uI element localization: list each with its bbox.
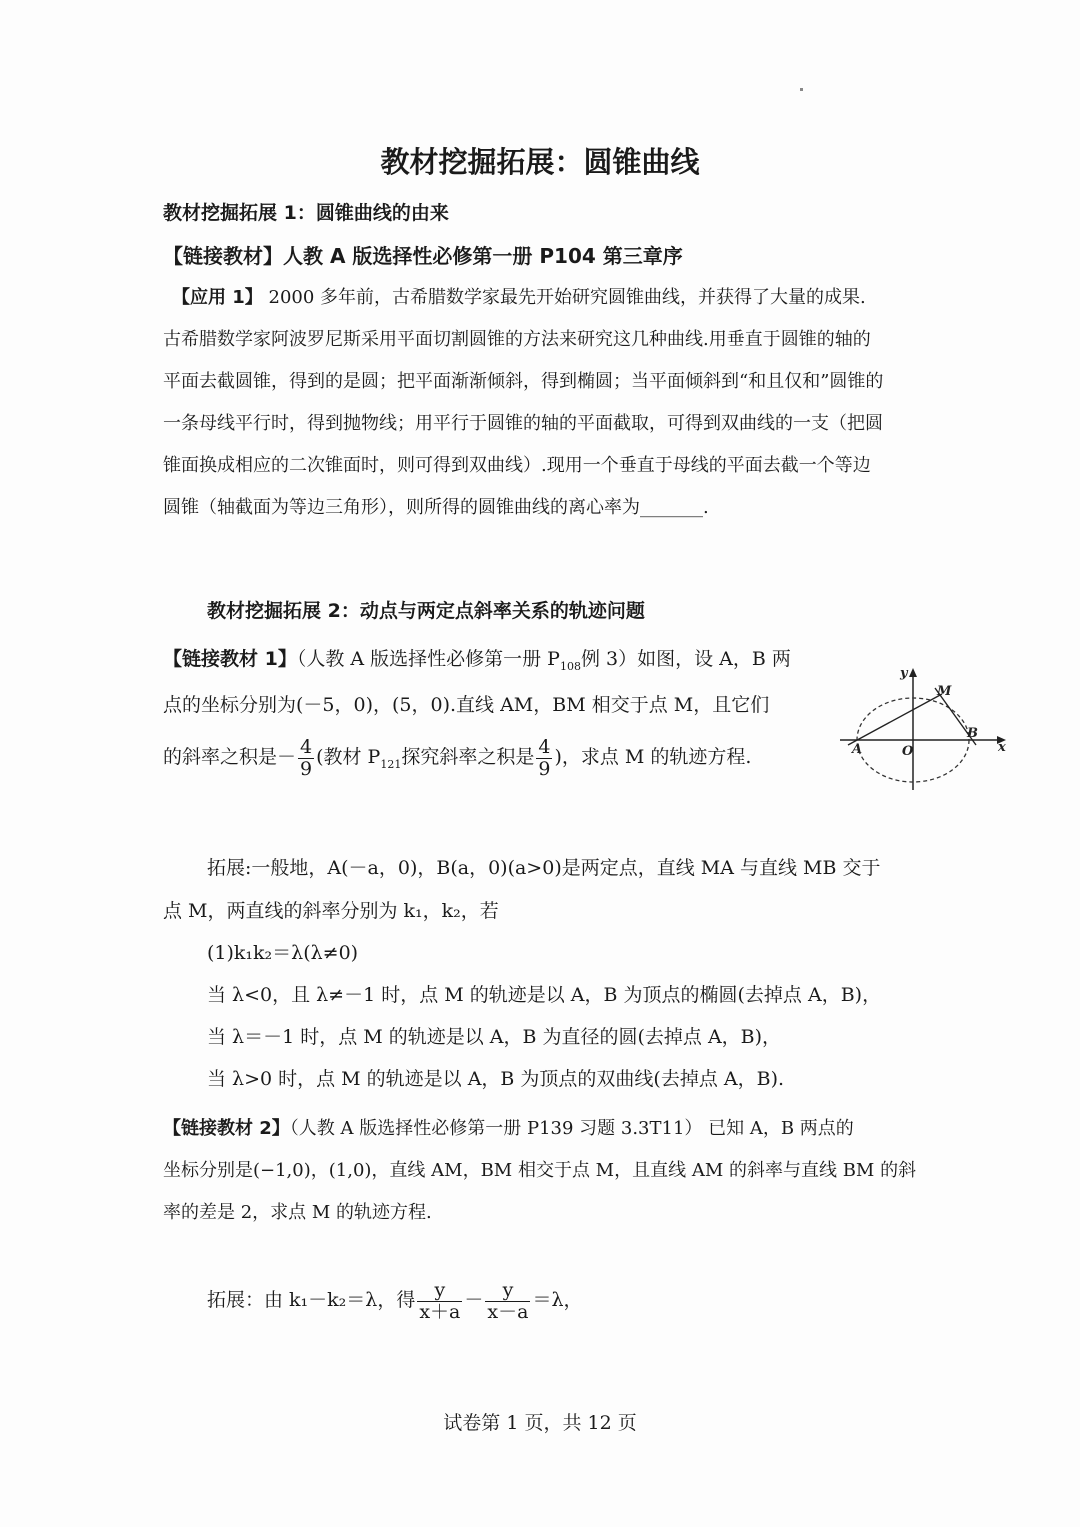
frac-num: 4 [538,735,551,758]
extension-line-1: 拓展:一般地，A(－a，0)，B(a，0)(a>0)是两定点，直线 MA 与直线 MB 交于 [207,857,881,879]
extension-line-5: 当 λ＝－1 时，点 M 的轨迹是以 A，B 为直径的圆(去掉点 A，B)， [207,1026,782,1048]
link1-text-3c: 探究斜率之积是 [401,746,535,768]
label-x: x [998,740,1006,755]
extension-2-text-b: ＝λ， [532,1289,583,1311]
frac-num: 4 [300,735,313,758]
link1-text-3a: 的斜率之积是－ [163,746,297,768]
extension-2-minus: － [464,1289,484,1311]
link2-line-3: 率的差是 2，求点 M 的轨迹方程. [163,1202,432,1223]
frac-num: y [417,1280,462,1302]
link1-line-2: 点的坐标分别为(－5，0)，(5，0).直线 AM，BM 相交于点 M，且它们 [163,694,770,716]
label-a: A [852,742,863,757]
fraction-4-9-b [536,737,552,780]
y-axis-arrow [909,668,917,677]
section1-heading: 教材挖掘拓展 1：圆锥曲线的由来 [163,202,449,224]
extension-line-3: (1)k₁k₂＝λ(λ≠0) [207,942,359,964]
line-am [848,694,942,745]
frac-den: 9 [538,757,551,780]
link1-text-1: （人教 A 版选择性必修第一册 P [296,648,560,670]
link1-text-1b: 例 3）如图，设 A，B 两 [580,648,791,670]
link2-line-1 [163,1108,854,1150]
extension-2-text-a: 拓展：由 k₁－k₂＝λ，得 [207,1289,416,1311]
application-1-line-3: 平面去截圆锥，得到的是圆；把平面渐渐倾斜，得到椭圆；当平面倾斜到“和且仅和”圆锥的 [163,371,884,392]
extension-line-4: 当 λ<0，且 λ≠－1 时，点 M 的轨迹是以 A，B 为顶点的椭圆(去掉点 A，B)， [207,984,882,1006]
link2-text-1: （人教 A 版选择性必修第一册 P139 习题 3.3T11） 已知 A，B 两点的 [289,1118,854,1139]
link1-text-3b: (教材 P [316,746,381,768]
section2-heading: 教材挖掘拓展 2：动点与两定点斜率关系的轨迹问题 [207,600,645,622]
application-1-line-4: 一条母线平行时，得到抛物线；用平行于圆锥的轴的平面截取，可得到双曲线的一支（把圆 [163,413,883,434]
label-y: y [900,666,908,681]
link1-sub-2: 121 [380,757,402,771]
frac-den: x＋a [419,1300,461,1323]
fraction-y-over-x-minus-a [485,1280,530,1323]
label-o: O [902,744,914,759]
application-1-line-1 [172,277,866,319]
application-1-text-1: 2000 多年前，古希腊数学家最先开始研究圆锥曲线，并获得了大量的成果. [268,287,866,308]
application-1-label: 【应用 1】 [172,287,263,308]
application-1-line-6: 圆锥（轴截面为等边三角形），则所得的圆锥曲线的离心率为_______. [163,497,709,518]
page-title: 教材挖掘拓展：圆锥曲线 [380,145,700,179]
link1-text-3d: )，求点 M 的轨迹方程. [554,746,752,768]
frac-den: 9 [300,757,313,780]
extension-line-2: 点 M，两直线的斜率分别为 k₁，k₂，若 [163,900,499,922]
section1-link: 【链接教材】人教 A 版选择性必修第一册 P104 第三章序 [163,244,683,268]
scan-speck [800,88,803,91]
frac-num: y [485,1280,530,1302]
extension-line-6: 当 λ>0 时，点 M 的轨迹是以 A，B 为顶点的双曲线(去掉点 A，B). [207,1068,785,1090]
link1-label: 【链接教材 1】 [163,648,297,670]
fraction-4-9-a [298,737,314,780]
frac-den: x－a [487,1300,529,1323]
page-footer: 试卷第 1 页，共 12 页 [443,1412,637,1434]
application-1-line-2: 古希腊数学家阿波罗尼斯采用平面切割圆锥的方法来研究这几种曲线.用垂直于圆锥的轴的 [163,329,871,350]
link1-sub-1: 108 [559,659,581,673]
link2-label: 【链接教材 2】 [163,1118,290,1139]
application-1-line-5: 锥面换成相应的二次锥面时，则可得到双曲线）.现用一个垂直于母线的平面去截一个等边 [163,455,871,476]
extension-2-line [207,1268,583,1332]
label-b: B [967,726,978,741]
ellipse-figure [838,665,1010,795]
link1-line-3 [163,722,751,800]
link2-line-2: 坐标分别是(−1,0)，(1,0)，直线 AM，BM 相交于点 M，且直线 AM 的斜率与直线 BM 的斜 [163,1160,917,1181]
fraction-y-over-x-plus-a [417,1280,462,1323]
label-m: M [937,684,952,699]
